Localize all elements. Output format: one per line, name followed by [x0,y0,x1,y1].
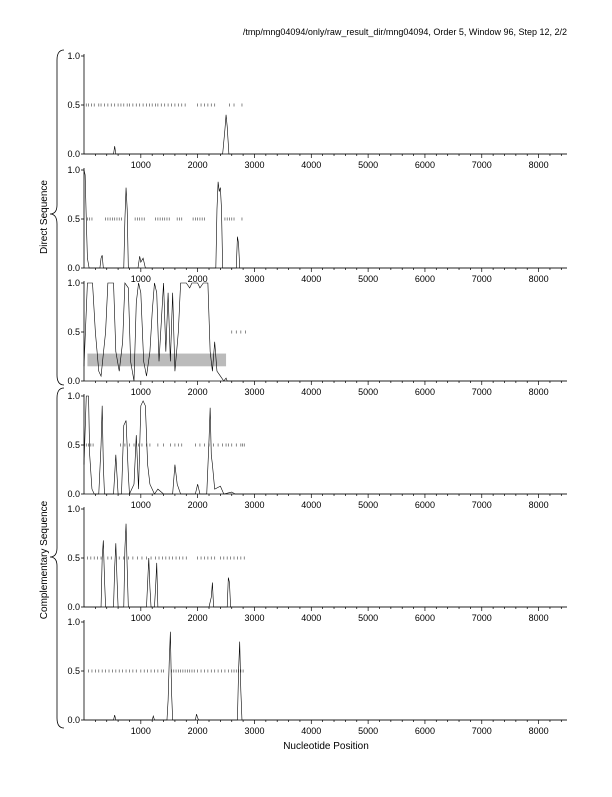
panel-1 [67,51,567,170]
x-tick-label: 2000 [187,500,208,510]
x-tick-label: 6000 [414,726,435,736]
x-tick-label: 1000 [130,160,151,170]
x-tick-label: 3000 [244,274,265,284]
x-tick-label: 3000 [244,500,265,510]
x-tick-label: 6000 [414,613,435,623]
brace-complementary [50,388,64,728]
y-tick-label: 0.5 [67,666,80,676]
x-tick-label: 1000 [130,274,151,284]
panel-6 [67,617,567,736]
panel-3 [67,278,567,397]
x-tick-label: 5000 [358,500,379,510]
x-tick-label: 8000 [528,274,549,284]
y-tick-label: 0.0 [67,149,80,159]
x-tick-label: 4000 [301,726,322,736]
x-tick-label: 5000 [358,160,379,170]
x-tick-label: 8000 [528,160,549,170]
group-label-complementary: Complementary Sequence [39,500,50,620]
x-tick-label: 2000 [187,387,208,397]
y-tick-label: 0.0 [67,602,80,612]
series-line [84,115,567,154]
y-tick-label: 0.0 [67,489,80,499]
y-tick-label: 0.5 [67,214,80,224]
x-tick-label: 7000 [471,613,492,623]
x-tick-label: 4000 [301,613,322,623]
x-tick-label: 3000 [244,726,265,736]
x-tick-label: 4000 [301,160,322,170]
x-tick-label: 7000 [471,726,492,736]
panel-5 [67,504,567,623]
y-tick-label: 0.0 [67,376,80,386]
x-tick-label: 4000 [301,387,322,397]
x-tick-label: 7000 [471,160,492,170]
x-tick-label: 4000 [301,500,322,510]
x-tick-label: 7000 [471,500,492,510]
x-tick-label: 3000 [244,387,265,397]
series-line [84,170,567,268]
series-line [84,632,567,720]
x-tick-label: 1000 [130,613,151,623]
y-tick-label: 0.5 [67,553,80,563]
x-tick-label: 5000 [358,613,379,623]
x-tick-label: 8000 [528,726,549,736]
y-tick-label: 1.0 [67,165,80,175]
series-line [84,524,567,607]
x-tick-label: 5000 [358,274,379,284]
x-tick-label: 8000 [528,387,549,397]
x-tick-label: 2000 [187,613,208,623]
group-label-direct: Direct Sequence [39,180,50,254]
x-tick-label: 8000 [528,500,549,510]
x-tick-label: 6000 [414,274,435,284]
x-tick-label: 7000 [471,387,492,397]
x-tick-label: 3000 [244,613,265,623]
x-tick-label: 5000 [358,387,379,397]
y-tick-label: 0.0 [67,263,80,273]
x-tick-label: 1000 [130,387,151,397]
header-text: /tmp/mng04094/only/raw_result_dir/mng04094, Order 5, Window 96, Step 12, 2/2 [242,27,567,37]
series-line [84,396,567,494]
y-tick-label: 0.0 [67,715,80,725]
x-tick-label: 5000 [358,726,379,736]
panel-4 [67,391,567,510]
y-tick-label: 1.0 [67,278,80,288]
x-tick-label: 6000 [414,387,435,397]
panels [67,51,567,736]
y-tick-label: 0.5 [67,100,80,110]
x-tick-label: 2000 [187,726,208,736]
y-tick-label: 0.5 [67,440,80,450]
x-tick-label: 2000 [187,274,208,284]
x-tick-label: 7000 [471,274,492,284]
y-tick-label: 0.5 [67,327,80,337]
x-tick-label: 1000 [130,500,151,510]
x-axis-title: Nucleotide Position [283,741,369,752]
x-tick-label: 4000 [301,274,322,284]
panel-2 [67,165,567,284]
y-tick-label: 1.0 [67,617,80,627]
highlight-band [87,354,226,367]
x-tick-label: 1000 [130,726,151,736]
x-tick-label: 3000 [244,160,265,170]
y-tick-label: 1.0 [67,51,80,61]
y-tick-label: 1.0 [67,504,80,514]
x-tick-label: 2000 [187,160,208,170]
x-tick-label: 6000 [414,500,435,510]
x-tick-label: 8000 [528,613,549,623]
x-tick-label: 6000 [414,160,435,170]
brace-direct [50,50,64,385]
y-tick-label: 1.0 [67,391,80,401]
